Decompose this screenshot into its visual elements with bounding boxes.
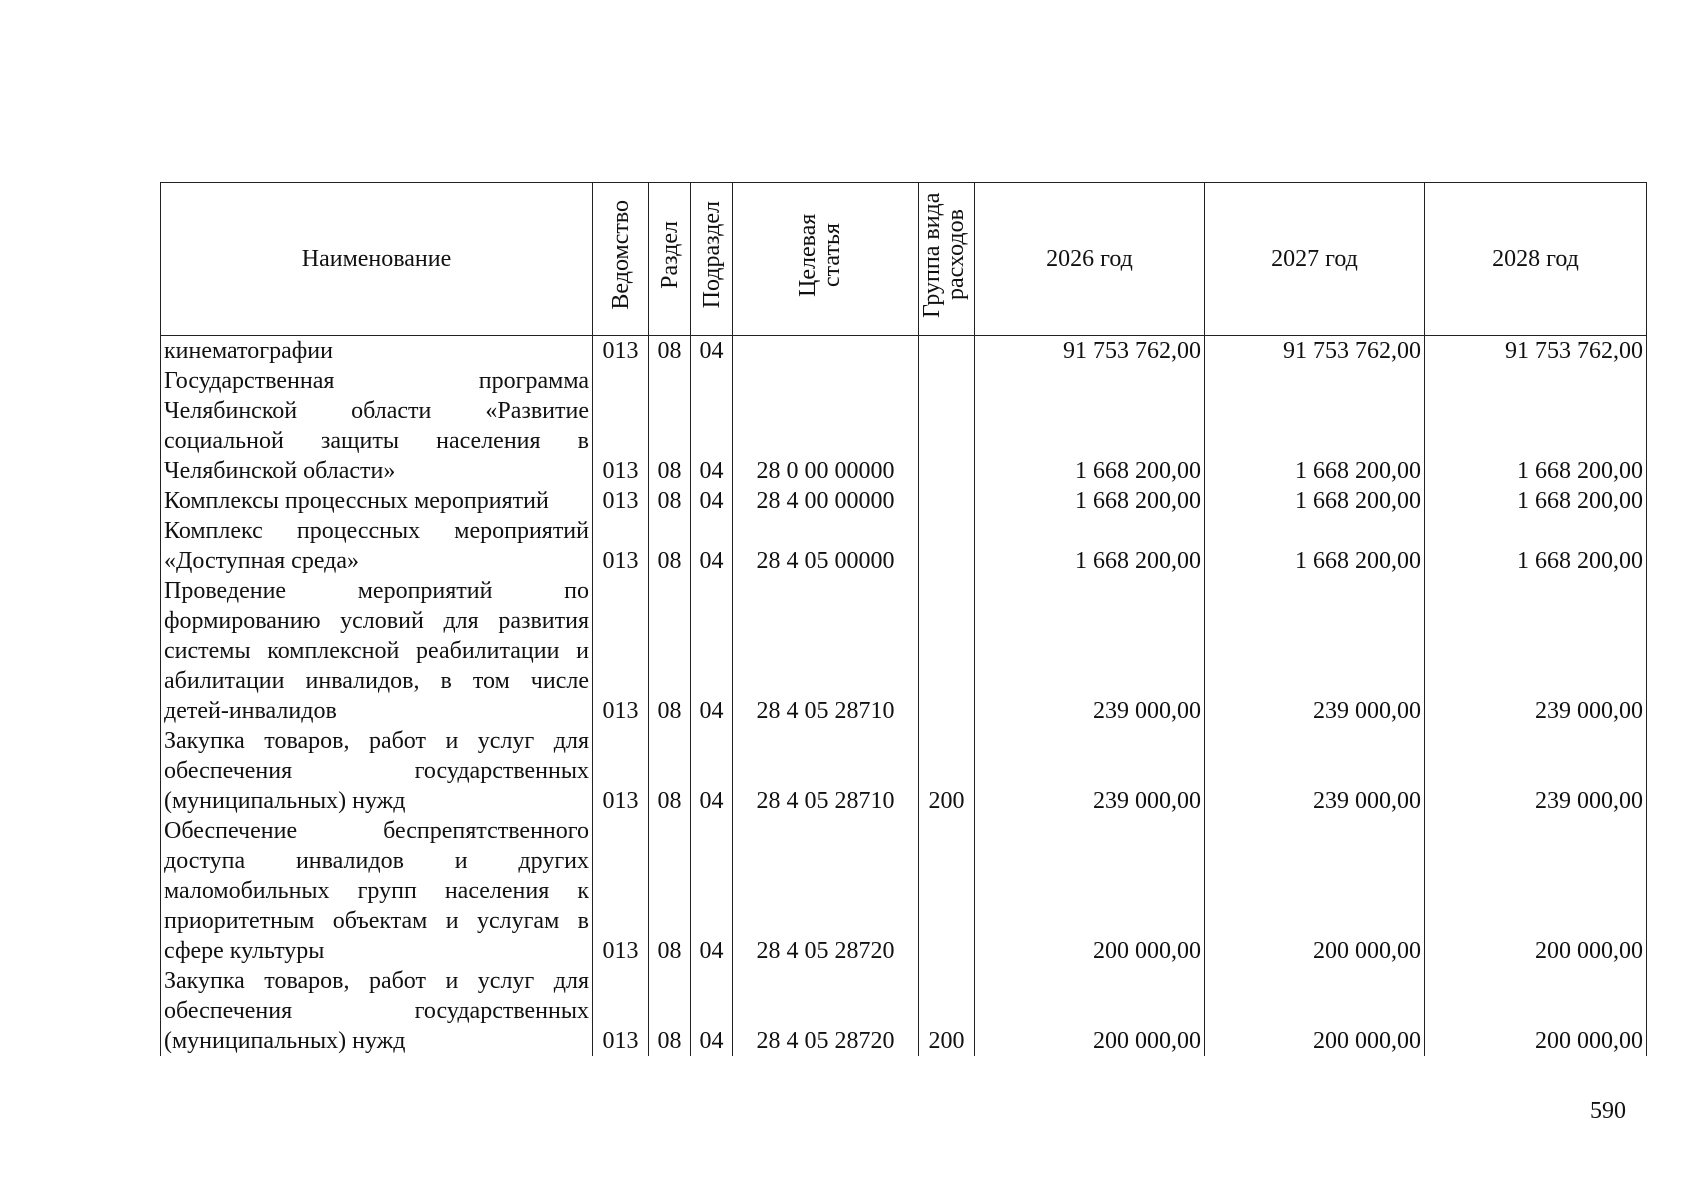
row-amount-2027: 1 668 200,00 — [1205, 516, 1425, 576]
row-target-article: 28 0 00 00000 — [733, 366, 919, 486]
row-subsection: 04 — [691, 726, 733, 816]
row-amount-2026: 1 668 200,00 — [975, 366, 1205, 486]
row-subsection: 04 — [691, 516, 733, 576]
header-department: Ведомство — [593, 183, 649, 336]
row-section: 08 — [649, 726, 691, 816]
row-amount-2026: 1 668 200,00 — [975, 486, 1205, 516]
budget-table — [160, 182, 1647, 1056]
row-target-article: 28 4 00 00000 — [733, 486, 919, 516]
row-subsection: 04 — [691, 816, 733, 966]
table-header-row — [161, 183, 1647, 336]
row-section: 08 — [649, 516, 691, 576]
row-target-article: 28 4 05 28710 — [733, 726, 919, 816]
row-amount-2027: 1 668 200,00 — [1205, 366, 1425, 486]
row-target-article: 28 4 05 00000 — [733, 516, 919, 576]
row-amount-2028: 239 000,00 — [1425, 726, 1647, 816]
row-amount-2027: 200 000,00 — [1205, 816, 1425, 966]
row-subsection: 04 — [691, 366, 733, 486]
row-department: 013 — [593, 816, 649, 966]
row-name: Комплексы процессных мероприятий — [161, 486, 593, 516]
row-amount-2028: 200 000,00 — [1425, 966, 1647, 1056]
row-subsection: 04 — [691, 336, 733, 367]
row-expense-group — [919, 516, 975, 576]
row-name: Закупка товаров, работ и услуг для обеспечения государственных (муниципальных) нужд — [161, 966, 593, 1056]
row-subsection: 04 — [691, 576, 733, 726]
row-subsection: 04 — [691, 966, 733, 1056]
header-subsection: Подраздел — [691, 183, 733, 336]
row-amount-2028: 239 000,00 — [1425, 576, 1647, 726]
row-section: 08 — [649, 816, 691, 966]
row-department: 013 — [593, 486, 649, 516]
row-amount-2027: 200 000,00 — [1205, 966, 1425, 1056]
row-section: 08 — [649, 576, 691, 726]
row-name: Комплекс процессных мероприятий «Доступная среда» — [161, 516, 593, 576]
row-section: 08 — [649, 336, 691, 367]
row-name: кинематографии — [161, 336, 593, 367]
row-target-article — [733, 336, 919, 367]
row-name: Закупка товаров, работ и услуг для обеспечения государственных (муниципальных) нужд — [161, 726, 593, 816]
table-row — [161, 336, 1647, 367]
table-body — [161, 336, 1647, 1057]
row-expense-group — [919, 816, 975, 966]
row-amount-2026: 200 000,00 — [975, 966, 1205, 1056]
row-department: 013 — [593, 966, 649, 1056]
row-section: 08 — [649, 366, 691, 486]
row-name: Проведение мероприятий по формированию условий для развития системы комплексной реабилитации и абилитации инвалидов, в том числе детей-инвалидов — [161, 576, 593, 726]
page-number: 590 — [1590, 1098, 1626, 1124]
header-target-article: Целевая статья — [733, 183, 919, 336]
row-amount-2028: 91 753 762,00 — [1425, 336, 1647, 367]
row-amount-2028: 1 668 200,00 — [1425, 366, 1647, 486]
table-row — [161, 816, 1647, 966]
row-amount-2028: 1 668 200,00 — [1425, 516, 1647, 576]
header-name: Наименование — [161, 183, 593, 336]
row-target-article: 28 4 05 28720 — [733, 816, 919, 966]
row-expense-group — [919, 366, 975, 486]
row-department: 013 — [593, 726, 649, 816]
row-target-article: 28 4 05 28710 — [733, 576, 919, 726]
row-amount-2028: 1 668 200,00 — [1425, 486, 1647, 516]
row-amount-2027: 239 000,00 — [1205, 726, 1425, 816]
row-section: 08 — [649, 486, 691, 516]
row-amount-2028: 200 000,00 — [1425, 816, 1647, 966]
row-department: 013 — [593, 366, 649, 486]
row-amount-2026: 239 000,00 — [975, 726, 1205, 816]
row-department: 013 — [593, 576, 649, 726]
row-expense-group — [919, 336, 975, 367]
row-expense-group — [919, 576, 975, 726]
row-subsection: 04 — [691, 486, 733, 516]
row-section: 08 — [649, 966, 691, 1056]
table-row — [161, 726, 1647, 816]
header-year-2026: 2026 год — [975, 183, 1205, 336]
row-department: 013 — [593, 336, 649, 367]
table-row — [161, 576, 1647, 726]
table-row — [161, 966, 1647, 1056]
row-target-article: 28 4 05 28720 — [733, 966, 919, 1056]
row-amount-2027: 239 000,00 — [1205, 576, 1425, 726]
header-section: Раздел — [649, 183, 691, 336]
table-row — [161, 366, 1647, 486]
header-year-2028: 2028 год — [1425, 183, 1647, 336]
row-amount-2026: 1 668 200,00 — [975, 516, 1205, 576]
row-amount-2026: 200 000,00 — [975, 816, 1205, 966]
row-expense-group: 200 — [919, 966, 975, 1056]
row-department: 013 — [593, 516, 649, 576]
header-expense-group: Группа вида расходов — [919, 183, 975, 336]
header-year-2027: 2027 год — [1205, 183, 1425, 336]
row-expense-group: 200 — [919, 726, 975, 816]
table-row — [161, 516, 1647, 576]
row-amount-2027: 91 753 762,00 — [1205, 336, 1425, 367]
table-row — [161, 486, 1647, 516]
row-amount-2026: 91 753 762,00 — [975, 336, 1205, 367]
row-name: Государственная программа Челябинской области «Развитие социальной защиты населения в Челябинской области» — [161, 366, 593, 486]
row-expense-group — [919, 486, 975, 516]
row-amount-2026: 239 000,00 — [975, 576, 1205, 726]
row-amount-2027: 1 668 200,00 — [1205, 486, 1425, 516]
row-name: Обеспечение беспрепятственного доступа инвалидов и других маломобильных групп населения к приоритетным объектам и услугам в сфере культуры — [161, 816, 593, 966]
